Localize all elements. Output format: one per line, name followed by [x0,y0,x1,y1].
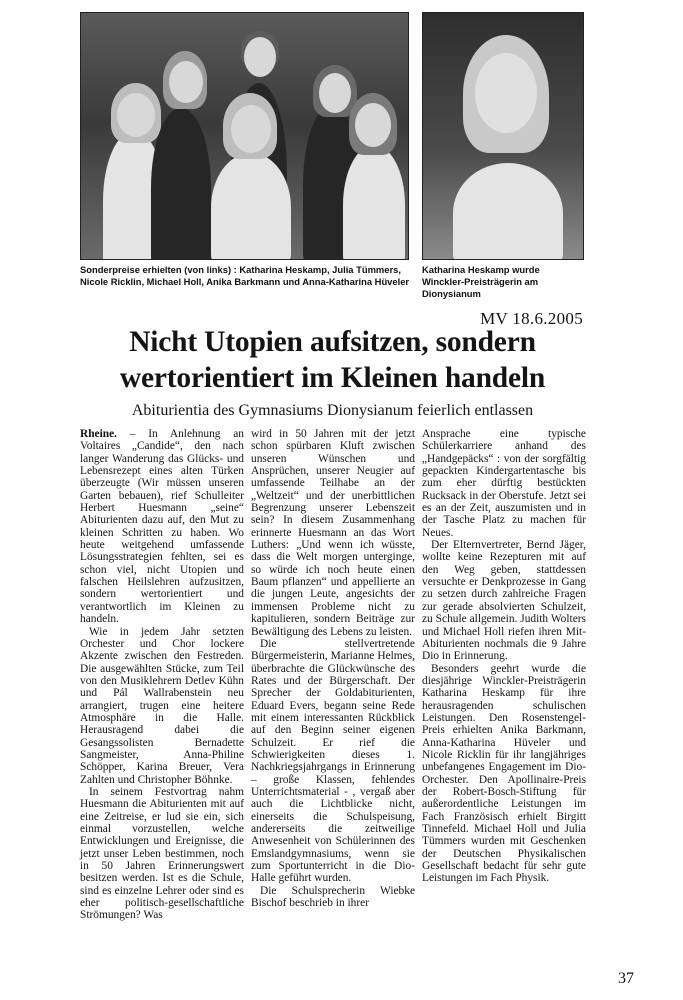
article-paragraph: Die stellvertretende Bürgermeisterin, Marianne Helmes, überbrachte die Glückwünsche des Rates und der Bürgerschaft. Der Sprecher der Goldabiturienten, Eduard Evers, begann seine Rede mit einem interessanten Rückblick auf den Beginn seiner eigenen Schulzeit. Er rief die Schwierigkeiten dieses 1. Nachkriegsjahrgangs in Erinnerung – große Klassen, fehlendes Unterrichtsmaterial - , vergaß aber auch die Lichtblicke nicht, einerseits die Schulspeisung, andererseits die zeitweilige Anwesenheit von Schülerinnen des Emslandgymnasiums, wenn sie zum Sportunterricht in die Dio-Halle geführt wurden. [251,637,415,885]
group-photo-caption: Sonderpreise erhielten (von links) : Katharina Heskamp, Julia Tümmers, Nicole Ricklin, Michael Holl, Anika Barkmann und Anna-Katharina Hüveler [80,264,410,287]
article-paragraph: Wie in jedem Jahr setzten Orchester und Chor lockere Akzente zwischen den Festreden. Die ausgewählten Stücke, zum Teil von den Musiklehrern Detlev Kühn und Pál Wallrabenstein neu arrangiert, trugen eine heitere Atmosphäre in die Halle. Herausragend dabei die Gesangssolisten Bernadette Sangmeister, Anna-Philine Schöpper, Karina Breuer, Vera Zahlten und Christopher Böhnke. [80,625,244,786]
portrait-photo-caption: Katharina Heskamp wurde Winckler-Preisträgerin am Dionysianum [422,264,540,299]
article-dateline: Rheine. [80,428,118,440]
page-number: 37 [618,970,634,987]
article-column-3 [422,428,586,885]
article-paragraph [80,428,244,626]
paragraph-text: – In Anlehnung an Voltaires „Candide“, den nach langer Wanderung das Glücks- und Lebensrezept eines alten Türken überzeugte (Wir müssen unseren Garten bebauen), rief Schulleiter Herbert Huesmann „seine“ Abiturienten dazu auf, den Mut zu kleinen Schritten zu haben. Wo heute weitgehend umfassende Lösungsstrategien fehlten, sei es schon viel, nicht Utopien und falschen Heilslehren aufzusitzen, sondern wertorientiert und verantwortlich im Kleinen zu handeln. [80,428,244,626]
article-paragraph: In seinem Festvortrag nahm Huesmann die Abiturienten mit auf eine Zeitreise, er lud sie ein, sich einmal vorzustellen, welche Entwicklungen und Ereignisse, die jetzt unser Leben bestimmen, noch in 50 Jahren Erinnerungswert besitzen werden. Ist es die Schule, sind es einzelne Lehrer oder sind es eher politisch-gesellschaftliche Strömungen? Was [80,785,244,922]
portrait-photo [422,12,584,260]
date-stamp: MV 18.6.2005 [480,309,583,328]
article-column-1 [80,428,244,922]
article-paragraph: Der Elternvertreter, Bernd Jäger, wollte keine Rezepturen mit auf den Weg geben, stattdessen versuchte er Denkprozesse in Gang zu setzen durch zahlreiche Fragen zur gerade absolvierten Schulzeit, zu Schule allgemein. Judith Wolters und Michael Holl riefen ihren Mit-Abiturienten nochmals die 9 Jahre Dio in Erinnerung. [422,539,586,663]
article-paragraph: Die Schulsprecherin Wiebke Bischof beschrieb in ihrer [251,884,415,910]
article-paragraph: wird in 50 Jahren mit der jetzt schon spürbaren Kluft zwischen unseren Wünschen und Ansprüchen, unserer Neugier auf umfassende Teilhabe an der „Weltzeit“ und der unerbittlichen Begrenzung unserer Lebenszeit sein? In diesem Zusammenhang erinnerte Huesmann an das Wort Luthers: „Und wenn ich wüsste, dass die Welt morgen unterginge, so würde ich noch heute einen Baum pflanzen“ und appellierte an die jungen Leute, angesichts der immensen Probleme nicht zu kapitulieren, sondern Beiträge zur Bewältigung des Lebens zu leisten. [251,428,415,638]
group-photo [80,12,409,260]
article-column-2 [251,428,415,909]
article-paragraph: Ansprache eine typische Schülerkarriere anhand des „Handgepäcks“ : von der sorgfältig gepackten Kindergartentasche bis zum eher dürftig bestückten Rucksack in der Oberstufe. Jetzt sei es an der Zeit, auszumisten und in der Tasche Platz zu machen für Neues. [422,428,586,539]
article-subheadline: Abiturientia des Gymnasiums Dionysianum feierlich entlassen [131,402,534,419]
article-paragraph: Besonders geehrt wurde die diesjährige Winckler-Preisträgerin Katharina Heskamp für ihre herausragenden schulischen Leistungen. Den Rosenstengel-Preis erhielten Anika Barkmann, Anna-Katharina Hüveler und Nicole Ricklin für ihr langjähriges unbefangenes Engagement im Dio-Orchester. Den Apollinaire-Preis der Robert-Bosch-Stiftung für außerordentliche Leistungen im Fach Französisch erhielt Birgitt Tinnefeld. Michael Holl und Julia Tümmers wurden mit Geschenken der Deutschen Physikalischen Gesellschaft bedacht für sehr gute Leistungen im Fach Physik. [422,662,586,885]
article-headline: Nicht Utopien aufsitzen, sondern wertorientiert im Kleinen handeln [119,326,546,394]
